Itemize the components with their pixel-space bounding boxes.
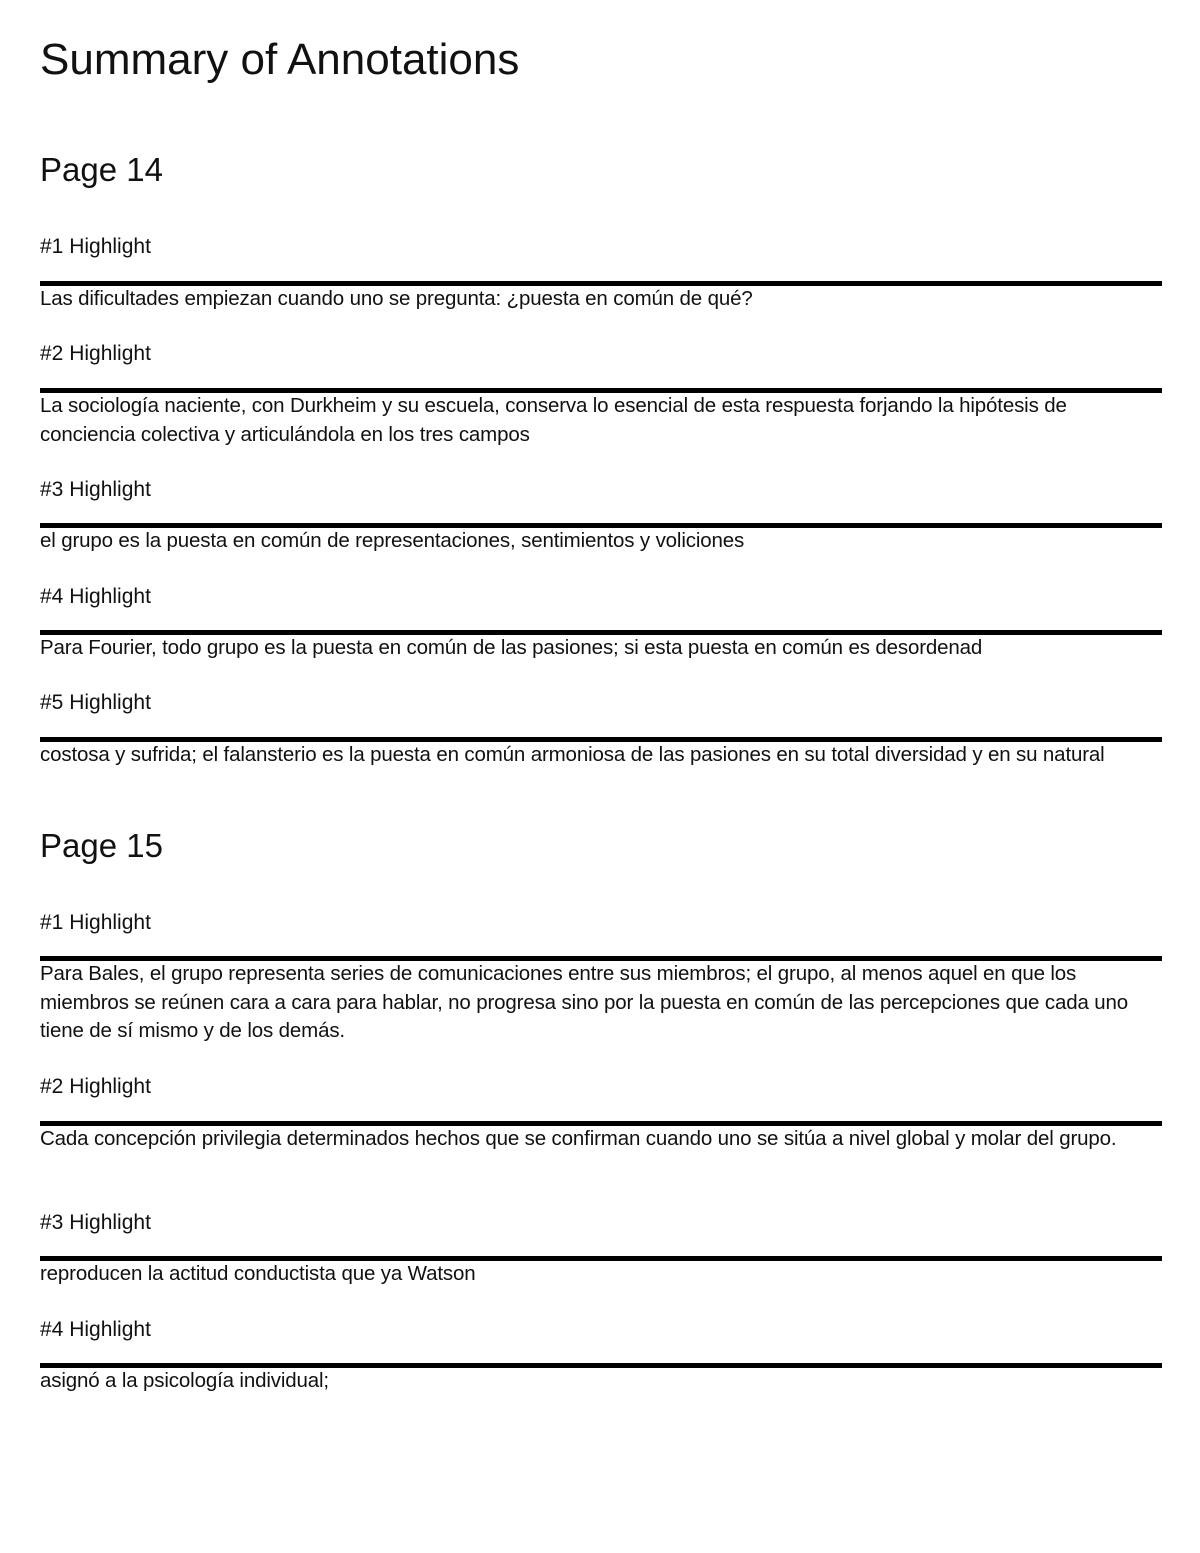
highlight-label: #2 Highlight [40,1075,151,1098]
highlight-text: reproducen la actitud conductista que ya Watson [40,1262,476,1285]
highlight-label: #4 Highlight [40,1318,151,1341]
highlight-label: #5 Highlight [40,691,151,714]
highlight-label: #2 Highlight [40,342,151,365]
page-heading: Page 15 [40,827,163,864]
highlight-text: costosa y sufrida; el falansterio es la puesta en común armoniosa de las pasiones en su total diversidad y en su natural [40,743,1105,766]
highlight-text: asignó a la psicología individual; [40,1369,329,1392]
highlight-label: #3 Highlight [40,478,151,501]
highlight-label: #1 Highlight [40,911,151,934]
highlight-text: el grupo es la puesta en común de representaciones, sentimientos y voliciones [40,529,745,552]
document-title: Summary of Annotations [40,35,520,84]
highlight-text: La sociología naciente, con Durkheim y su escuela, conserva lo esencial de esta respuesta forjando la hipótesis de conciencia colectiva y articulándola en los tres campos [40,394,1067,446]
highlight-text: Para Bales, el grupo representa series de comunicaciones entre sus miembros; el grupo, al menos aquel en que los miembros se reúnen cara a cara para hablar, no progresa sino por la puesta en común de las percepciones que cada uno tiene de sí mismo y de los demás. [40,962,1129,1042]
highlight-text: Para Fourier, todo grupo es la puesta en común de las pasiones; si esta puesta en común es desordenad [40,636,983,659]
highlight-text: Cada concepción privilegia determinados hechos que se confirman cuando uno se sitúa a nivel global y molar del grupo. [40,1127,1117,1150]
page-heading: Page 14 [40,151,163,188]
highlight-label: #3 Highlight [40,1211,151,1234]
highlight-label: #4 Highlight [40,585,151,608]
highlight-text: Las dificultades empiezan cuando uno se pregunta: ¿puesta en común de qué? [40,287,753,310]
highlight-label: #1 Highlight [40,235,151,258]
